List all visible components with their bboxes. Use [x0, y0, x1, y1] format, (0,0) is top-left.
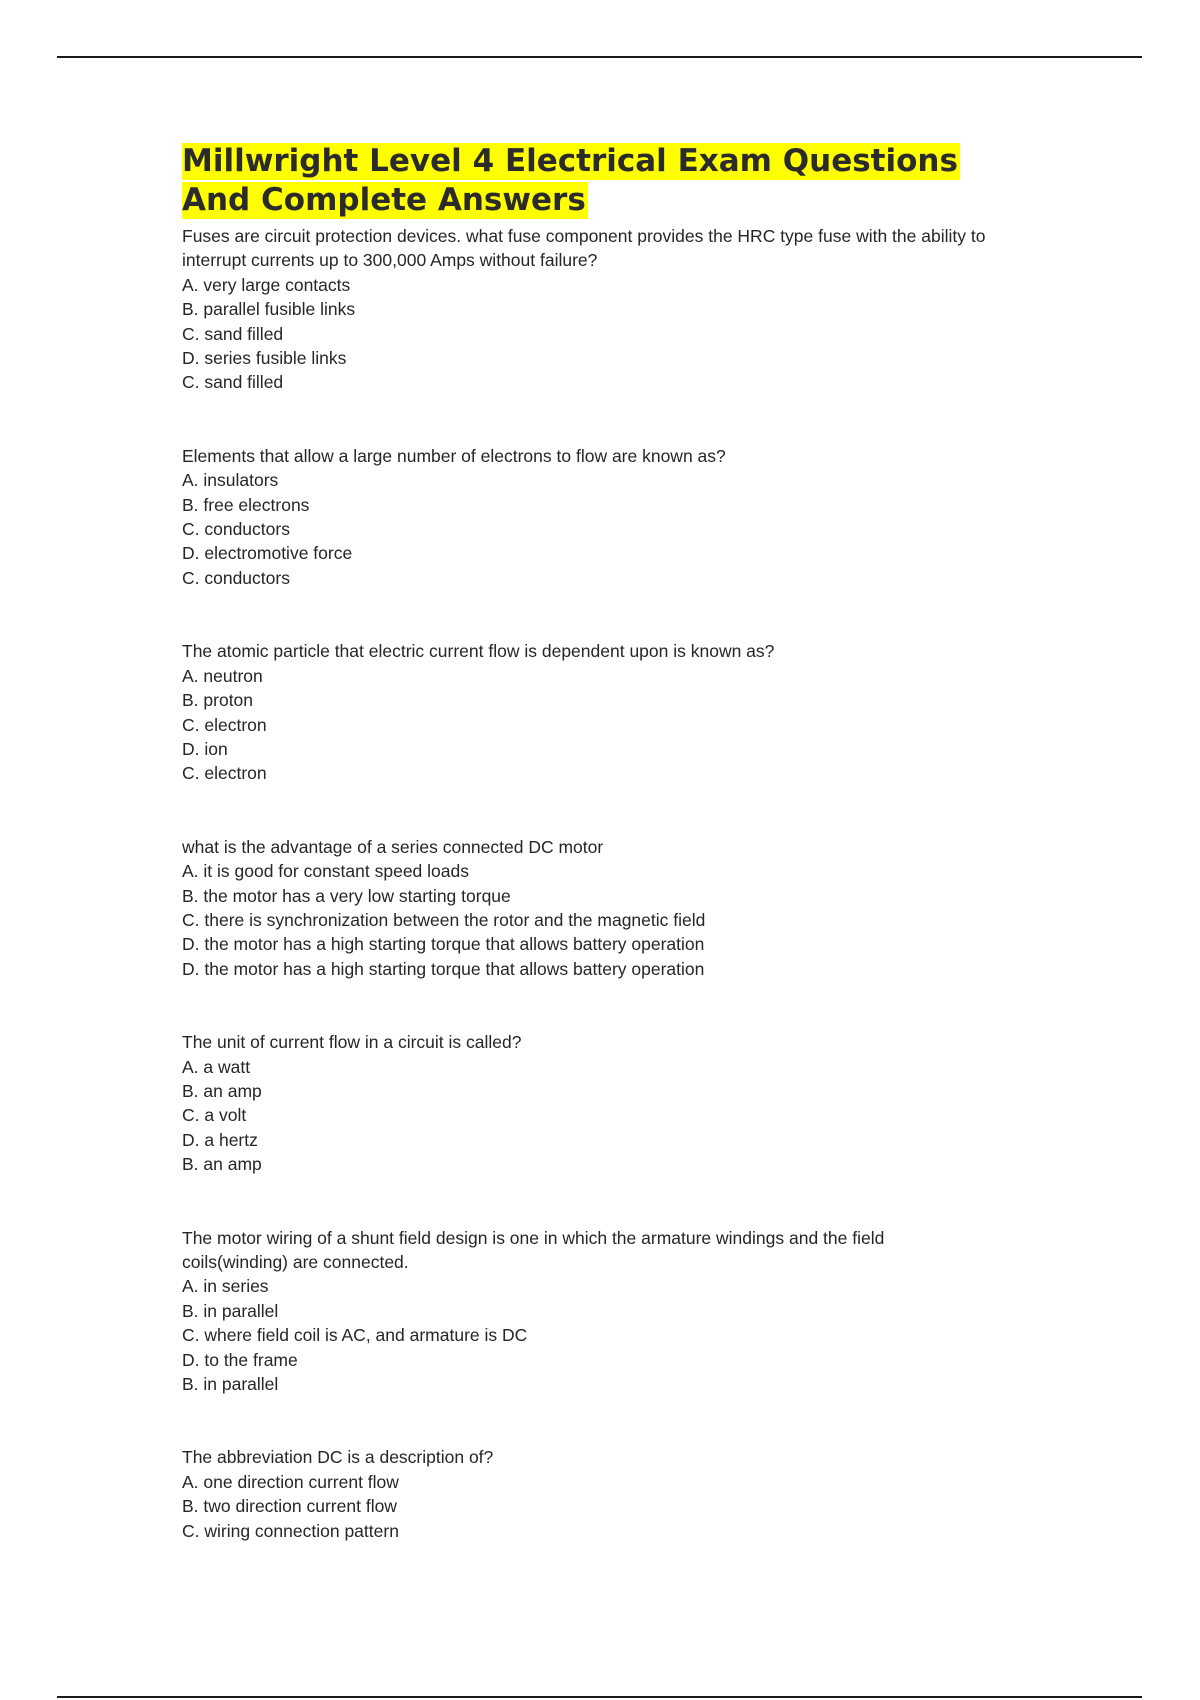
- option-d: D. series fusible links: [182, 348, 347, 369]
- document-body: [182, 142, 1042, 1543]
- option-c: C. conductors: [182, 519, 290, 540]
- option-a: A. neutron: [182, 665, 263, 686]
- title-line-2: And Complete Answers: [182, 182, 586, 218]
- question-text: The abbreviation DC is a description of?: [182, 1447, 494, 1468]
- answer-line: C. sand filled: [182, 372, 284, 393]
- option-a: A. a watt: [182, 1056, 251, 1077]
- option-c: C. where field coil is AC, and armature is DC: [182, 1325, 528, 1346]
- header-rule: [57, 56, 1142, 58]
- option-c: C. sand filled: [182, 323, 284, 344]
- question-block-7: [182, 1445, 1042, 1543]
- answer-line: C. electron: [182, 763, 267, 784]
- option-d: D. to the frame: [182, 1349, 298, 1370]
- option-b: B. the motor has a very low starting torque: [182, 885, 511, 906]
- answer-line: D. the motor has a high starting torque that allows battery operation: [182, 958, 705, 979]
- option-a: A. it is good for constant speed loads: [182, 861, 469, 882]
- question-block-3: [182, 639, 1042, 785]
- option-c: C. wiring connection pattern: [182, 1520, 399, 1541]
- question-block-2: [182, 444, 1042, 590]
- question-text: The unit of current flow in a circuit is called?: [182, 1032, 522, 1053]
- option-b: B. free electrons: [182, 494, 310, 515]
- option-c: C. electron: [182, 714, 267, 735]
- option-a: A. very large contacts: [182, 274, 351, 295]
- option-d: D. electromotive force: [182, 543, 353, 564]
- option-d: D. a hertz: [182, 1129, 258, 1150]
- answer-line: B. in parallel: [182, 1374, 279, 1395]
- option-b: B. an amp: [182, 1080, 262, 1101]
- question-block-4: [182, 835, 1042, 981]
- option-b: B. two direction current flow: [182, 1496, 397, 1517]
- question-text: The motor wiring of a shunt field design is one in which the armature windings and the field coils(winding) are connected.: [182, 1227, 885, 1272]
- question-text: Elements that allow a large number of electrons to flow are known as?: [182, 445, 726, 466]
- question-text: Fuses are circuit protection devices. what fuse component provides the HRC type fuse with the ability to interrupt currents up to 300,000 Amps without failure?: [182, 226, 986, 271]
- question-text: what is the advantage of a series connected DC motor: [182, 836, 604, 857]
- footer-rule: [57, 1696, 1142, 1698]
- question-text: The atomic particle that electric current flow is dependent upon is known as?: [182, 641, 775, 662]
- title-line-1: Millwright Level 4 Electrical Exam Questions: [182, 143, 958, 179]
- option-d: D. ion: [182, 738, 228, 759]
- option-b: B. in parallel: [182, 1300, 279, 1321]
- option-c: C. there is synchronization between the rotor and the magnetic field: [182, 909, 706, 930]
- question-block-1: [182, 224, 1042, 395]
- option-d: D. the motor has a high starting torque that allows battery operation: [182, 934, 705, 955]
- option-b: B. proton: [182, 690, 254, 711]
- option-b: B. parallel fusible links: [182, 299, 356, 320]
- option-c: C. a volt: [182, 1105, 247, 1126]
- option-a: A. insulators: [182, 470, 279, 491]
- question-block-6: [182, 1226, 1042, 1397]
- option-a: A. one direction current flow: [182, 1471, 399, 1492]
- answer-line: B. an amp: [182, 1154, 262, 1175]
- option-a: A. in series: [182, 1276, 269, 1297]
- question-block-5: [182, 1030, 1042, 1176]
- document-title: [182, 142, 1042, 220]
- answer-line: C. conductors: [182, 567, 290, 588]
